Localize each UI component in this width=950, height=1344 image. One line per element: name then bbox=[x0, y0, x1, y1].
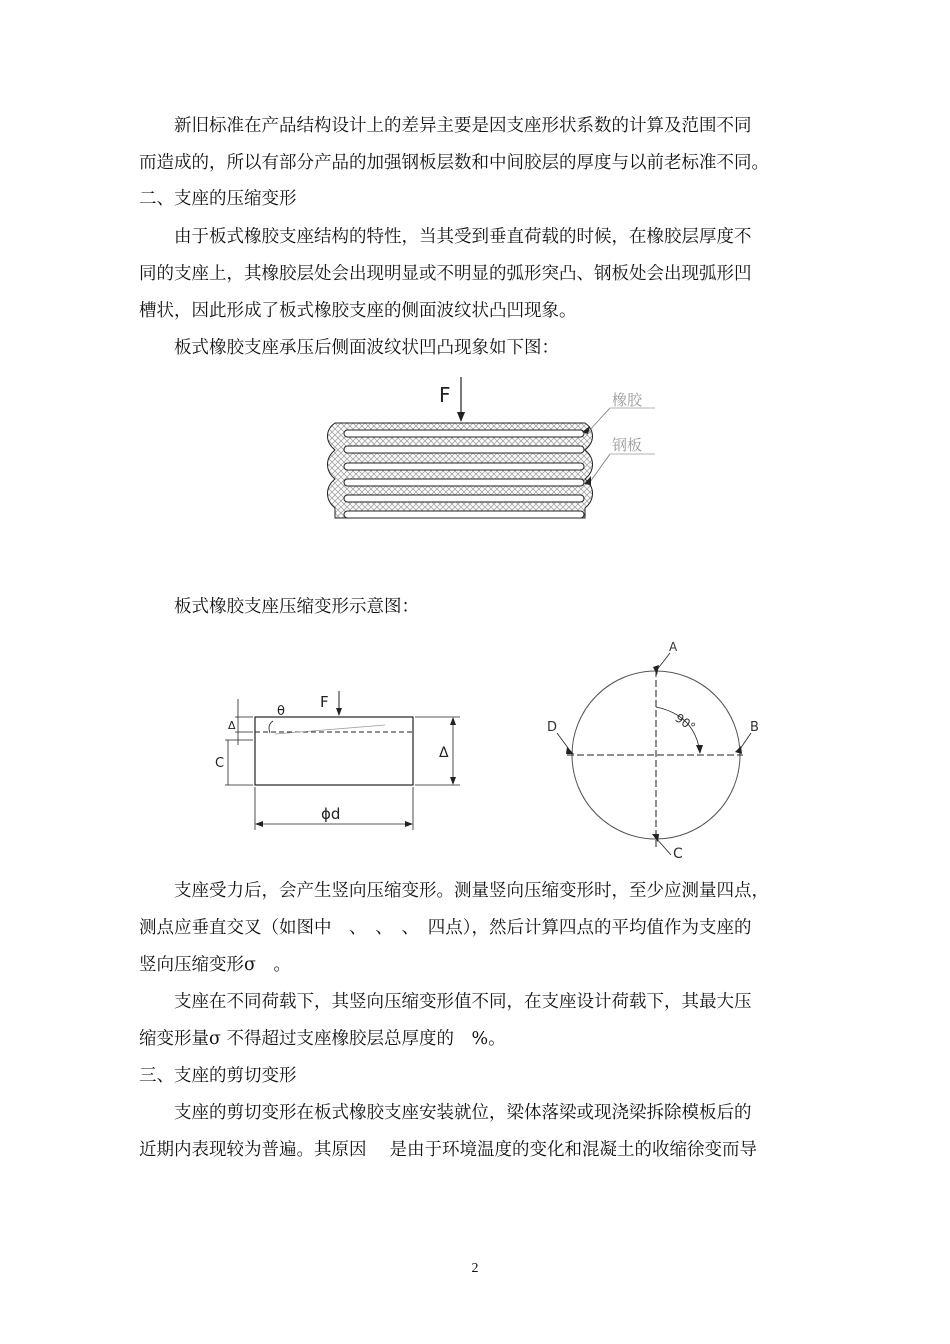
measure-points-top-view bbox=[545, 635, 775, 860]
paragraph-line: 测点应垂直交叉（如图中 、 、 、 四点），然后计算四点的平均值作为支座的 bbox=[139, 918, 752, 938]
label-delta: Δ bbox=[439, 745, 449, 761]
page-number: 2 bbox=[471, 1261, 479, 1276]
paragraph-line: 支座在不同荷载下，其竖向压缩变形值不同，在支座设计荷载下，其最大压 bbox=[174, 992, 752, 1012]
paragraph-line: 由于板式橡胶支座结构的特性，当其受到垂直荷载的时候，在橡胶层厚度不 bbox=[174, 227, 752, 247]
section-heading: 三、支座的剪切变形 bbox=[139, 1066, 297, 1086]
label-c: C bbox=[215, 756, 225, 771]
force-label-2: F bbox=[320, 693, 329, 711]
bearing-bulge-figure bbox=[320, 372, 660, 572]
point-d-label: D bbox=[547, 720, 558, 735]
label-steel: 钢板 bbox=[612, 436, 643, 454]
paragraph-line: 同的支座上，其橡胶层处会出现明显或不明显的弧形突凸、钢板处会出现弧形凹 bbox=[139, 264, 752, 284]
figure-caption: 板式橡胶支座压缩变形示意图： bbox=[174, 597, 419, 617]
paragraph-line: 支座受力后，会产生竖向压缩变形。测量竖向压缩变形时，至少应测量四点， bbox=[174, 881, 769, 901]
paragraph-line: 槽状，因此形成了板式橡胶支座的侧面波纹状凸凹现象。 bbox=[139, 301, 577, 321]
paragraph-line: 新旧标准在产品结构设计上的差异主要是因支座形状系数的计算及范围不同 bbox=[174, 116, 752, 136]
force-label: F bbox=[439, 383, 451, 407]
point-a-label: A bbox=[669, 640, 678, 654]
label-angle: 90° bbox=[672, 710, 698, 735]
figure-caption: 板式橡胶支座承压后侧面波纹状凹凸现象如下图： bbox=[174, 338, 559, 358]
label-diameter: ϕd bbox=[321, 805, 341, 823]
label-rubber: 橡胶 bbox=[612, 391, 643, 409]
paragraph-line: 缩变形量σ 不得超过支座橡胶层总厚度的 %。 bbox=[139, 1029, 506, 1049]
compression-side-view bbox=[215, 685, 475, 835]
paragraph-line: 而造成的，所以有部分产品的加强钢板层数和中间胶层的厚度与以前老标准不同。 bbox=[139, 153, 769, 173]
section-heading: 二、支座的压缩变形 bbox=[139, 189, 297, 209]
paragraph-line: 支座的剪切变形在板式橡胶支座安装就位，梁体落梁或现浇梁拆除模板后的 bbox=[174, 1103, 752, 1123]
point-c-label: C bbox=[673, 846, 683, 860]
paragraph-line: 竖向压缩变形σ 。 bbox=[139, 955, 291, 975]
label-delta-small: Δ bbox=[228, 719, 236, 732]
point-b-label: B bbox=[750, 720, 759, 735]
paragraph-line: 近期内表现较为普遍。其原因 是由于环境温度的变化和混凝土的收缩徐变而导 bbox=[139, 1140, 758, 1160]
theta-label: θ bbox=[277, 704, 285, 719]
